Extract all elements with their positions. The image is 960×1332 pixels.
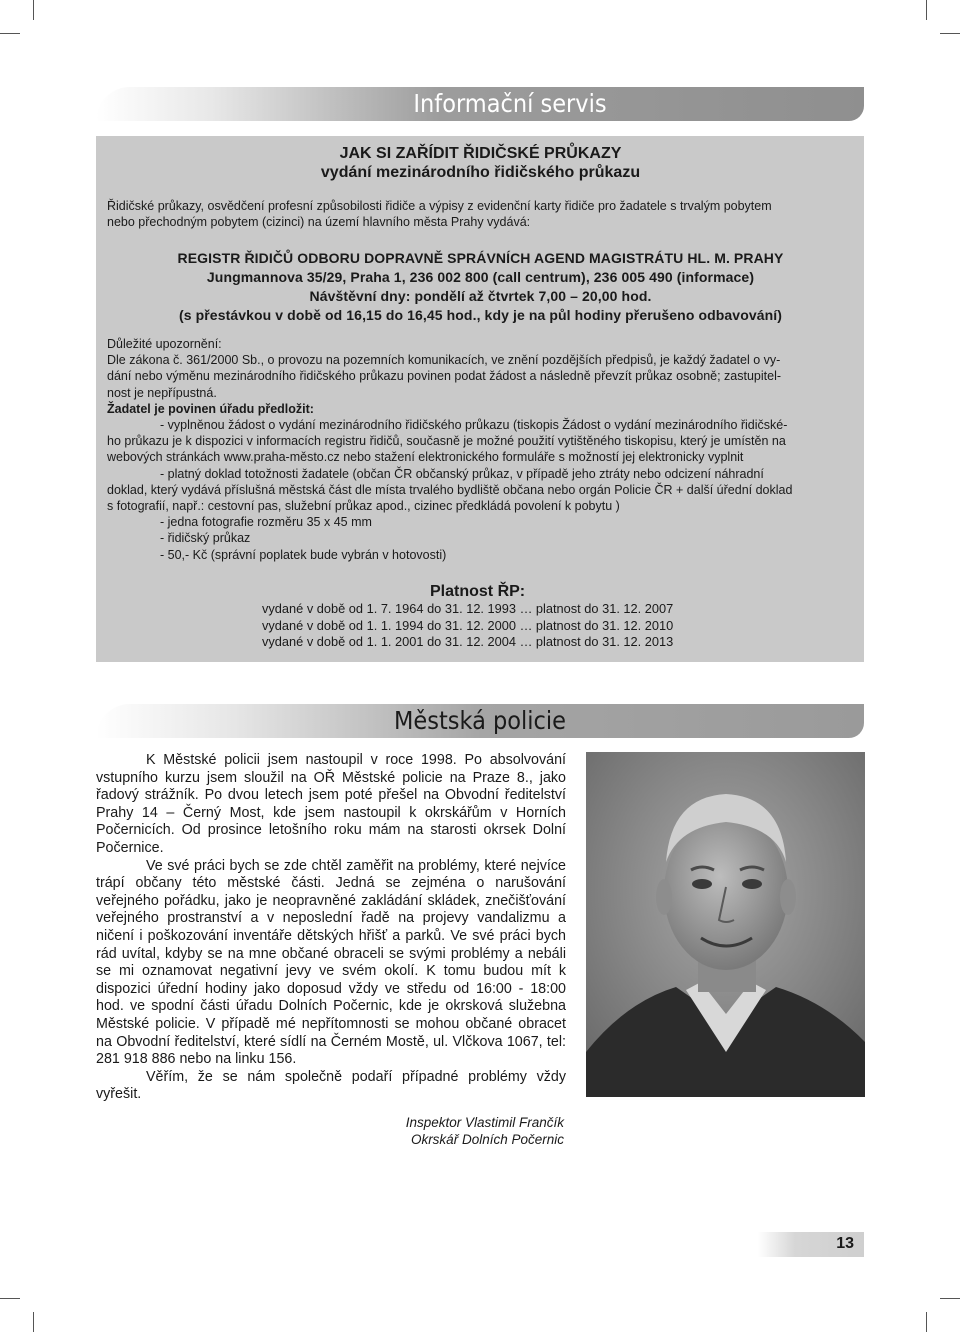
validity-row: vydané v době od 1. 1. 2001 do 31. 12. 2004 … platnost do 31. 12. 2013 (262, 634, 674, 649)
section-title: Informační servis (413, 89, 607, 118)
section-banner-policie (96, 704, 864, 738)
crop-mark (33, 1312, 34, 1332)
validity-title: Platnost ŘP: (430, 583, 526, 600)
info-subheading: vydání mezinárodního řidičského průkazu (320, 164, 641, 181)
section-banner-info (96, 87, 864, 121)
signature-name: Inspektor Vlastimil Frančík (405, 1115, 564, 1130)
signature (406, 1114, 564, 1148)
validity-list (262, 601, 673, 651)
required-label: Žadatel je povinen úřadu předložit: (107, 401, 314, 416)
office-info: REGISTR ŘIDIČŮ ODBORU DOPRAVNĚ SPRÁVNÍCH AGEND MAGISTRÁTU HL. M. PRAHY Jungmannova 35/29, Praha 1, 236 002 800 (call centrum), 236 005 490 (informace) Návštěvní dny: pondělí až čtvrtek 7,00 – 20,00 hod. (s přestávkou v době od 16,15 do 16,45 hod., kdy je na půl hodiny přerušeno odbavování) (177, 250, 784, 323)
notice-block: Důležité upozornění: Dle zákona č. 361/2000 Sb., o provozu na pozemních komunikacích, ve znění pozdějších předpisů, je každý žadatel o vy- dání nebo výměnu mezinárodního řidičského průkazu povinen podat žádost a následně převzít průkaz osobně; zastupitel- nost je nepřípustná. Žadatel je povinen úřadu předložit: - vyplněnou žádost o vydání mezinárodního řidičského průkazu (tiskopis Žádost o vydání mezinárodního řidičské- ho průkazu je k dispozici v informacích registru řidičů, současně je možné použití vytištěného tiskopisu, který je umístěn na webových stránkách www.praha-město.cz nebo stažení elektronického formuláře s možností jej elektronicky vyplnit - platný doklad totožnosti žadatele (občan ČR občanský průkaz, v případě jeho ztráty nebo odcizení náhradní doklad, který vydává příslušná městská část dle místa trvalého bydliště občana nebo orgán Policie ČR + další úřední doklad s fotografií, např.: cestovní pas, služební průkaz apod., cizinec předkládá povolení k pobytu ) - jedna fotografie rozměru 35 x 45 mm - řidičský průkaz - 50,- Kč (správní poplatek bude vybrán v hotovosti) (107, 336, 854, 563)
officer-photo (586, 752, 865, 1097)
validity-row: vydané v době od 1. 7. 1964 do 31. 12. 1993 … platnost do 31. 12. 2007 (262, 601, 674, 616)
validity-row: vydané v době od 1. 1. 1994 do 31. 12. 2000 … platnost do 31. 12. 2010 (262, 617, 674, 633)
crop-mark (926, 0, 927, 20)
crop-mark (940, 33, 960, 34)
article-text (96, 752, 566, 1104)
page-number: 13 (836, 1235, 854, 1252)
crop-mark (940, 1298, 960, 1299)
signature-role: Okrskář Dolních Počernic (410, 1132, 564, 1147)
page-number-tab (758, 1232, 864, 1257)
section-title: Městská policie (393, 706, 566, 735)
crop-mark (33, 0, 34, 20)
crop-mark (0, 33, 20, 34)
article-paragraph: K Městské policii jsem nastoupil v roce 1998. Po absolvování vstupního kurzu jsem sloužil na OŘ Městské policie na Praze 8., jako řadový strážník. Po dvou letech jsem poté přešel na Obvodní ředitelství Prahy 14 – Černý Most, kde jsem nastoupil k okrskářům v Horních Počernicích. Od prosince letošního roku mám na starosti okrsek Dolní Počernice. (96, 752, 566, 856)
portrait-image (586, 752, 865, 1097)
info-heading: JAK SI ZAŘÍDIT ŘIDIČSKÉ PRŮKAZY (339, 145, 622, 162)
crop-mark (0, 1298, 20, 1299)
article-paragraph: Věřím, že se nám společně podaří případné problémy vždy vyřešit. (96, 1068, 566, 1103)
article-paragraph: Ve své práci bych se zde chtěl zaměřit na problémy, které nejvíce trápí občany této městské části. Jedná se zejména o narušování veřejného pořádku, jako je neopravněné zakládání skládek, znečišťování veřejného prostranství a v neposlední řadě na projevy vandalizmu a ničení i poškozování inventáře dětských hřišť a parků. Ve své práci bych rád uvítal, kdyby se na mne občané obraceli se svými problémy a nebáli se mi oznamovat negativní jevy ve svém okolí. K tomu budou mít k dispozici úřední hodiny jako doposud vždy ve středu od 16:00 - 18:00 hod. ve spodní části úřadu Dolních Počernic, kde je okrsková služebna Městské policie. V případě mé nepřítomnosti se mohou občané obracet na Obvodní ředitelství, které sídlí na Černém Mostě, ul. Vlčkova 1067, tel: 281 918 886 nebo na linku 156. (96, 857, 566, 1068)
info-box (96, 136, 864, 662)
intro-text: Řidičské průkazy, osvědčení profesní způsobilosti řidiče a výpisy z evidenční karty řidiče pro žadatele s trvalým pobytem nebo přechodným pobytem (cizinci) na území hlavního města Prahy vydává: (107, 199, 772, 230)
crop-mark (926, 1312, 927, 1332)
